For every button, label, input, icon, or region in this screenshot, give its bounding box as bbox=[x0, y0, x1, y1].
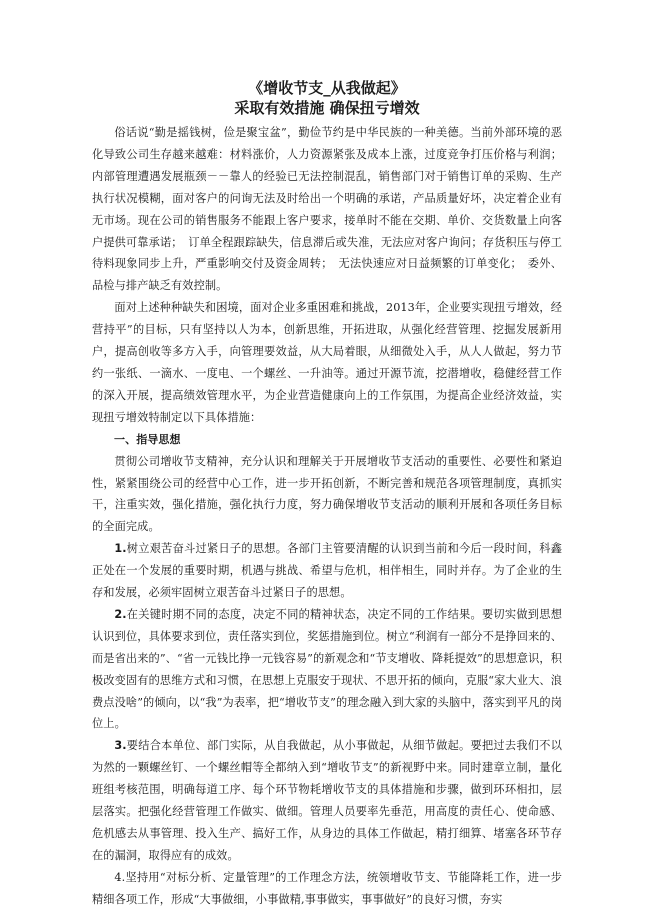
list-item-3 bbox=[92, 735, 562, 866]
list-item-text: 要结合本单位、部门实际，从自我做起，从小事做起，从细节做起。要把过去我们不以为然的一颗螺丝钉、一个螺丝帽等全都纳入到“增收节支”的新视野中来。同时建章立制，量化班组考核范围，明确每道工序、每个环节物耗增收节支的具体措施和步骤，做到环环相扣，层层落实。把强化经营管理工作做实、做细。管理人员要率先垂范，用高度的责任心、使命感、危机感去从事管理、投入生产、搞好工作，从身边的具体工作做起，精打细算、堵塞各环节存在的漏洞，取得应有的成效。 bbox=[92, 739, 562, 862]
list-item-text: 坚持用“对标分析、定量管理”的工作理念方法，统领增收节支、节能降耗工作，进一步精细各项工作，形成“大事做细，小事做精,事事做实，事事做好”的良好习惯，夯实 bbox=[92, 870, 562, 906]
list-item-text: 在关键时期不同的态度，决定不同的精神状态，决定不同的工作结果。要切实做到思想认识到位，具体要求到位，责任落实到位，奖惩措施到位。树立“利润有一部分不是挣回来的、而是省出来的”、“省一元钱比挣一元钱容易”的新观念和“节支增收、降耗提效”的思想意识，积极改变固有的思维方式和习惯，在思想上克服安于现状、不思开拓的倾向，克服“家大业大、浪费点没啥”的倾向，以“我”为表率，把“增收节支”的理念融入到大家的头脑中，落实到平凡的岗位上。 bbox=[92, 607, 562, 731]
document-title: 《增收节支_从我做起》 bbox=[248, 79, 406, 97]
list-item-number: 1. bbox=[114, 542, 127, 556]
measures-paragraph: 面对上述种种缺失和困境，面对企业多重困难和挑战，2013年，企业要实现扭亏增效，经营持平”的目标，只有坚持以人为本，创新思维，开拓进取，从强化经营管理、挖掘发展新用户，提高创收等多方入手，向管理要效益，从大局着眼，从细微处入手，从人人做起，努力节约一张纸、一滴水、一度电、一个螺丝、一升油等。通过开源节流，挖潜增收，稳健经营工作的深入开展，提高绩效管理水平，为企业营造健康向上的工作氛围，为提高企业经济效益，实现扭亏增效特制定以下具体措施： bbox=[92, 301, 562, 424]
list-item-4 bbox=[92, 867, 562, 911]
list-item-number: 3. bbox=[114, 739, 127, 753]
document-subtitle: 采取有效措施 确保扭亏增效 bbox=[234, 99, 420, 117]
list-item-number: 4. bbox=[114, 870, 126, 884]
list-item-text: 树立艰苦奋斗过紧日子的思想。各部门主管要清醒的认识到当前和今后一段时间，科鑫正处在一个发展的重要时期，机遇与挑战、希望与危机，相伴相生，同时并存。为了企业的生存和发展，必须牢固树立艰苦奋斗过紧日子的思想。 bbox=[92, 542, 562, 600]
section-heading: 一、指导思想 bbox=[114, 432, 181, 446]
section-intro-paragraph: 贯彻公司增收节支精神，充分认识和理解关于开展增收节支活动的重要性、必要性和紧迫性，紧紧围绕公司的经营中心工作，进一步开拓创新，不断完善和规范各项管理制度，真抓实干，注重实效，强化措施，强化执行力度，努力确保增收节支活动的顺利开展和各项任务目标的全面完成。 bbox=[92, 454, 562, 534]
document-page bbox=[92, 78, 562, 911]
list-item-2 bbox=[92, 604, 562, 735]
list-item-number: 2. bbox=[114, 607, 127, 621]
list-item-1 bbox=[92, 538, 562, 604]
intro-paragraph: 俗话说“勤是摇钱树，俭是聚宝盆”，勤俭节约是中华民族的一种美德。当前外部环境的恶化导致公司生存越来越难：材料涨价，人力资源紧张及成本上涨，过度竞争打压价格与利润；内部管理遭遇发展瓶颈－－靠人的经验已无法控制混乱，销售部门对于销售订单的采购、生产执行状况模糊，面对客户的问询无法及时给出一个明确的承诺，产品质量好坏，决定着企业有无市场。现在公司的销售服务不能跟上客户要求，接单时不能在交期、单价、交货数量上向客户提供可靠承诺； 订单全程跟踪缺失，信息滞后或失准，无法应对客户询问；存货积压与停工待料现象同步上升，严重影响交付及资金周转； 无法快速应对日益频繁的订单变化； 委外、品检与排产缺乏有效控制。 bbox=[92, 126, 562, 293]
